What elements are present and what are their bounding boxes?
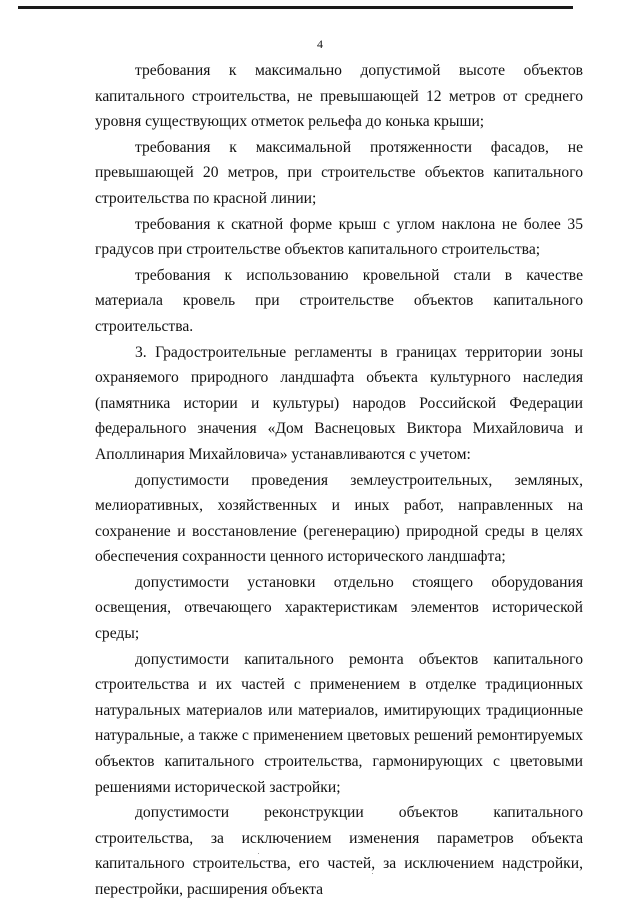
paragraph-earthworks: допустимости проведения землеустроительных, земляных, мелиоративных, хозяйственных и иных работ, направленных на сохранение и восстановление (регенерацию) природной среды в целях обеспечения сохранности ценного исторического ландшафта;: [95, 471, 583, 566]
page-number: 4: [317, 37, 323, 51]
paragraph-section-3: 3. Градостроительные регламенты в границах территории зоны охраняемого природного ландшафта объекта культурного наследия (памятника истории и культуры) народов Российской Федерации федерального значения «Дом Васнецовых Виктора Михайловича и Аполлинария Михайловича» устанавливаются с учетом:: [95, 343, 583, 463]
paragraph-repair: допустимости капитального ремонта объектов капитального строительства и их частей с применением в отделке традиционных натуральных материалов или материалов, имитирующих традиционные натуральные, а также с применением цветовых решений ремонтируемых объектов капитального строительства, гармонирующих с цветовыми решениями исторической застройки;: [95, 650, 583, 796]
paragraph-reconstruction: допустимости реконструкции объектов капитального строительства, за исключением изменения параметров объекта капитального строительства, его частей, за исключением надстройки, перестройки, расширения объекта: [95, 804, 583, 898]
paragraph-facade-length: требования к максимальной протяженности фасадов, не превышающей 20 метров, при строительстве объектов капитального строительства по красной линии;: [95, 138, 583, 207]
paragraph-roof-shape: требования к скатной форме крыш с углом наклона не более 35 градусов при строительстве объектов капитального строительства;: [95, 215, 583, 259]
scan-speck: [258, 853, 259, 854]
paragraph-roof-material: требования к использованию кровельной стали в качестве материала кровель при строительстве объектов капитального строительства.: [95, 266, 583, 335]
body-text: [95, 58, 583, 903]
scan-speck: [372, 873, 373, 874]
paragraph-lighting: допустимости установки отдельно стоящего оборудования освещения, отвечающего характеристикам элементов исторической среды;: [95, 573, 583, 643]
top-border-rule: [18, 6, 573, 9]
paragraph-height-requirement: требования к максимально допустимой высоте объектов капитального строительства, не превышающей 12 метров от среднего уровня существующих отметок рельефа до конька крыши;: [95, 62, 583, 131]
